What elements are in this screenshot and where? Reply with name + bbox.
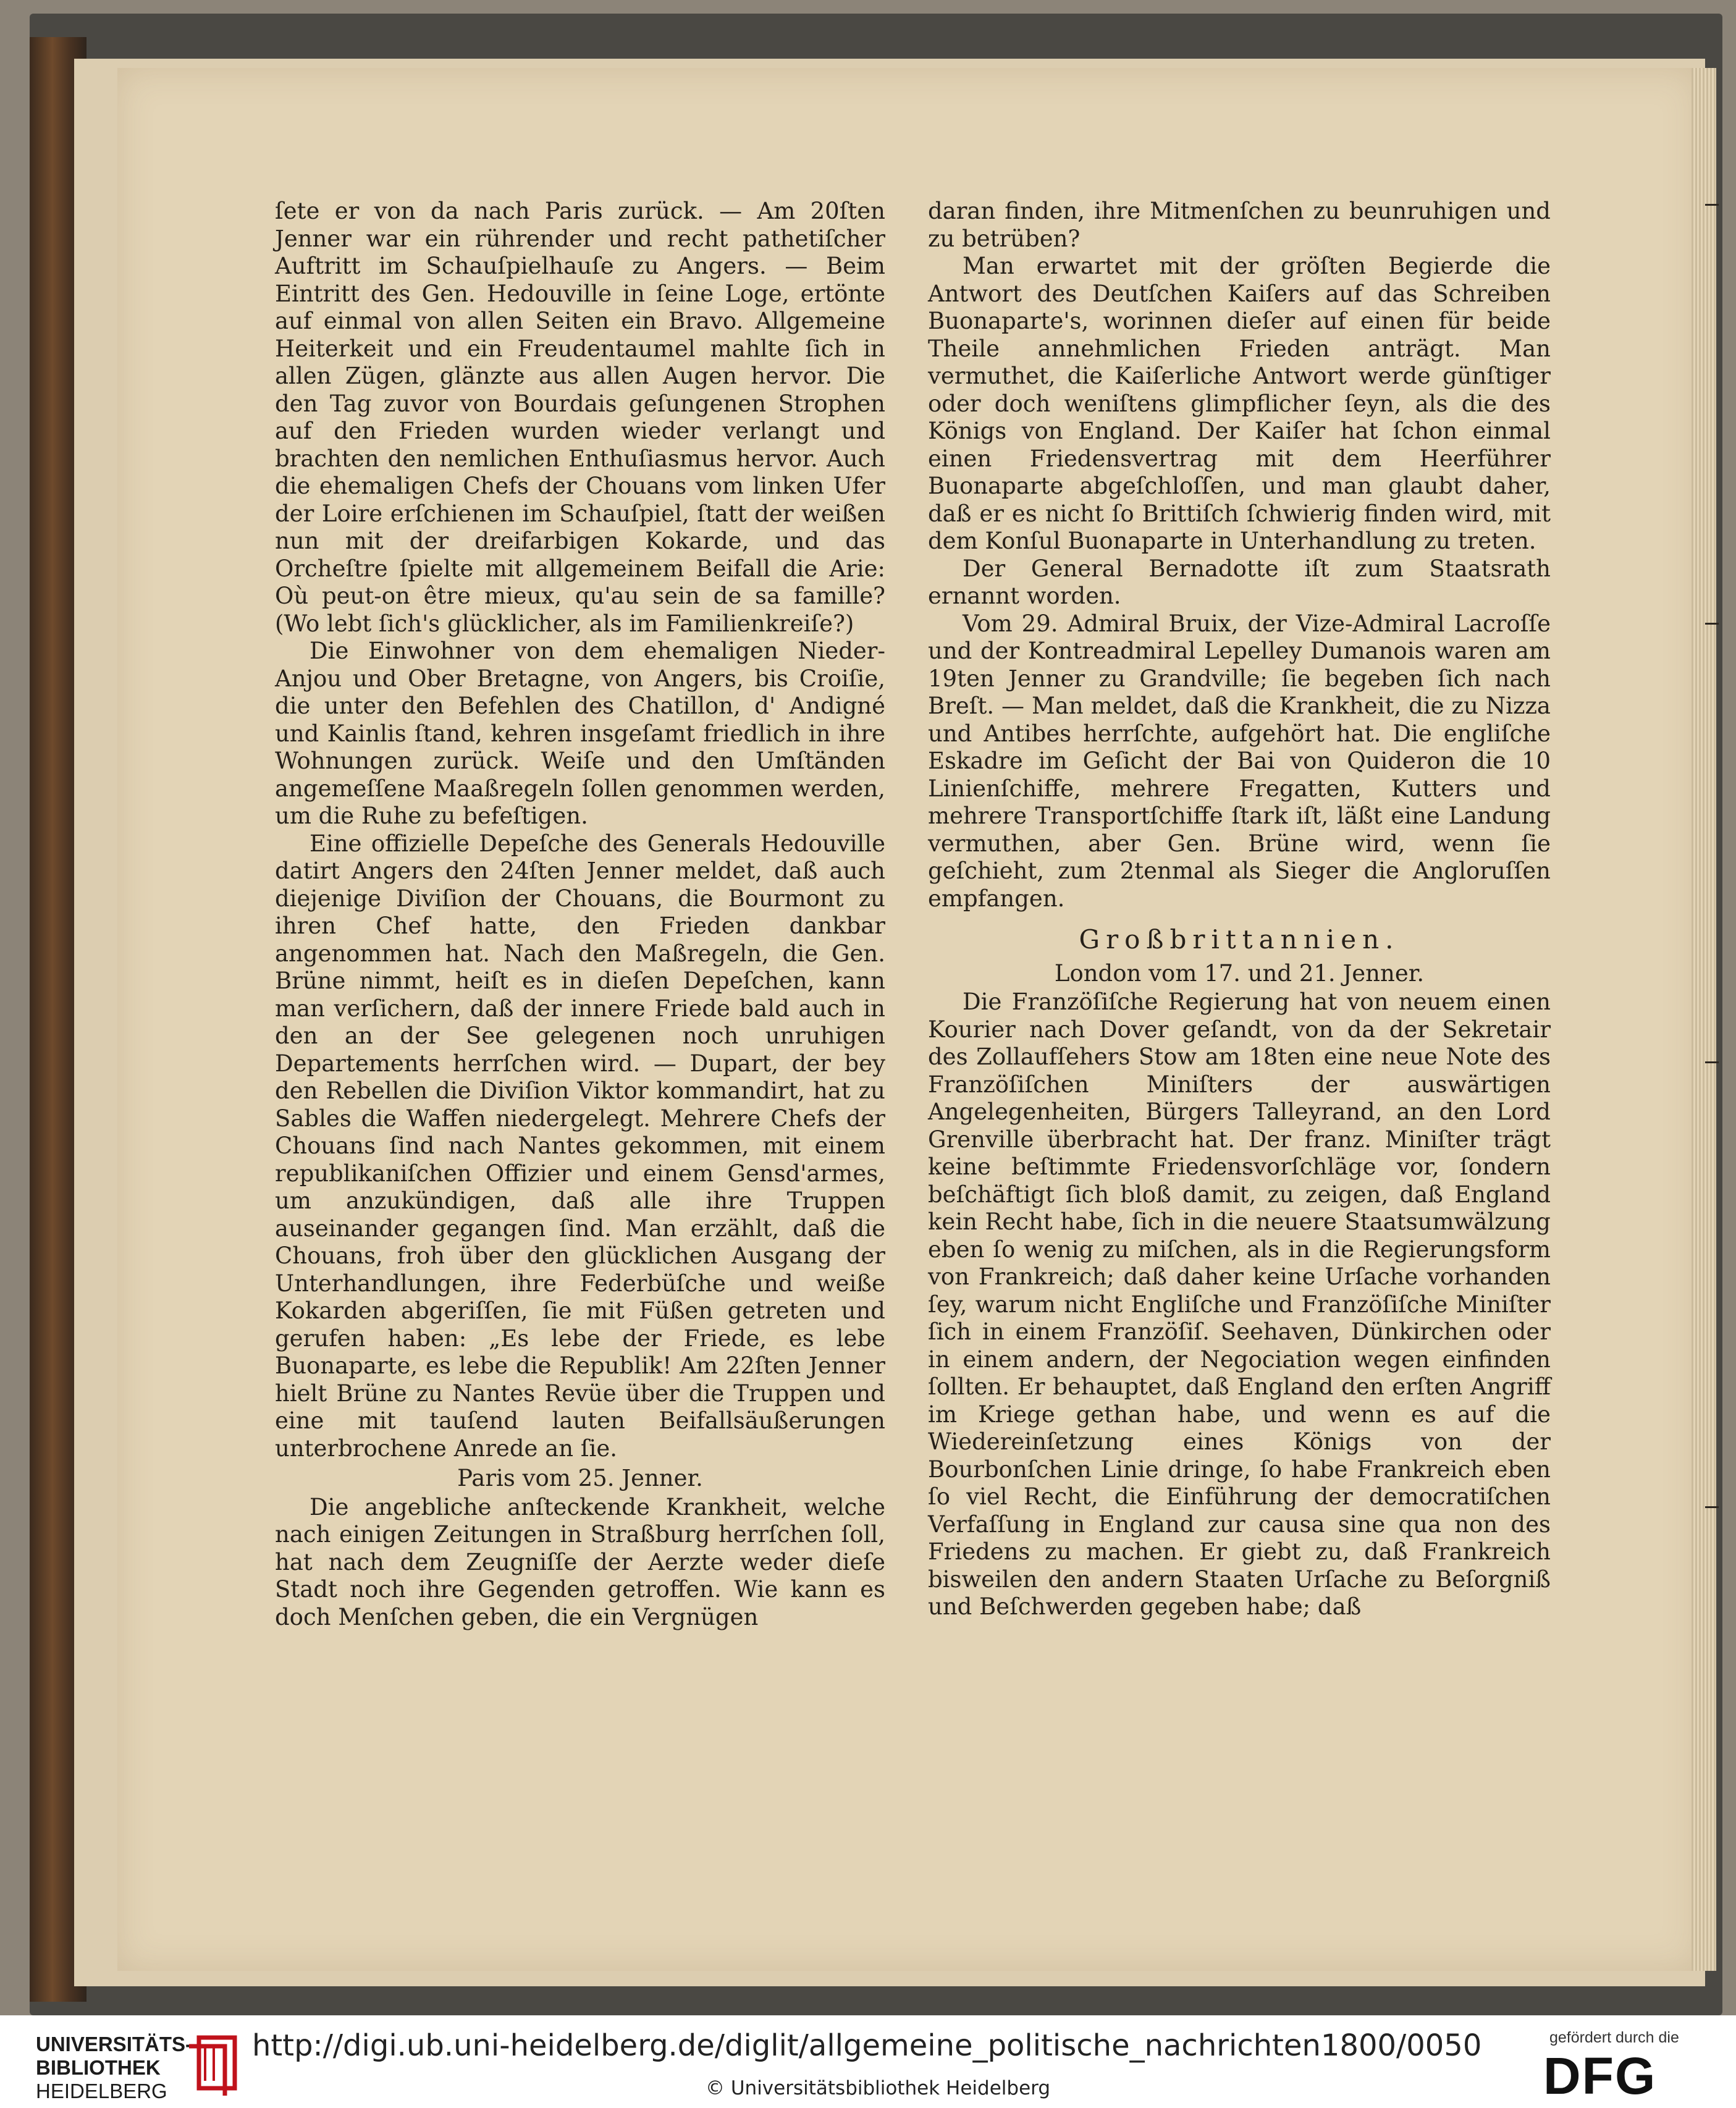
article-paragraph: Die Franzöſiſche Regierung hat von neuem einen Kourier nach Dover geſandt, von da der Sekretair des Zollaufſehers Stow am 18ten eine neue Note des Franzöſiſchen Miniſters der auswärtigen Angelegenheiten, Bürgers Talleyrand, an den Lord Grenville überbracht hat. Der franz. Miniſter trägt keine beſtimmte Friedensvorſchläge vor, ſondern beſchäftigt ſich bloß damit, zu zeigen, daß England kein Recht habe, ſich in die neuere Staatsumwälzung eben ſo wenig zu miſchen, als in die Regierungsform von Frankreich; daß daher keine Urſache vorhanden ſey, warum nicht Engliſche und Franzöſiſche Miniſter ſich in einem Franzöſiſ. Seehaven, Dünkirchen oder in einem andern, der Negociation wegen einfinden ſollten. Er behauptet, daß England den erſten Angriff im Kriege gethan habe, und wenn es auf die Wiedereinſetzung eines Königs von der Bourbonſchen Linie dringe, ſo habe Frankreich eben ſo viel Recht, die Einführung der democratiſchen Verfaſſung in England zur causa sine qua non des Friedens zu machen. Er giebt zu, daß Frankreich bisweilen den andern Staaten Urſache zu Beſorgniß und Beſchwerden gegeben habe; daß — [928, 989, 1551, 1620]
funder-caption: gefördert durch die — [1549, 2029, 1679, 2046]
article-paragraph: Man erwartet mit der gröſten Begierde die Antwort des Deutſchen Kaiſers auf das Schreiben Buonaparte's, worinnen dieſer auf einen für beide Theile annehmlichen Frieden anträgt. Man vermuthet, die Kaiſerliche Antwort werde günſtiger oder doch weniſtens glimpflicher ſeyn, als die des Königs von England. Der Kaiſer hat ſchon einmal einen Friedensvertrag mit dem Heerführer Buonaparte abgeſchloſſen, und man glaubt daher, daß er es nicht ſo Brittiſch ſchwierig finden wird, mit dem Konſul Buonaparte in Unterhandlung zu treten. — [928, 253, 1551, 554]
margin-tick — [1705, 1061, 1719, 1063]
article-paragraph: Vom 29. Admiral Bruix, der Vize-Admiral Lacroſſe und der Kontreadmiral Lepelley Dumanois waren am 19ten Jenner zu Grandville; ſie begeben ſich nach Breſt. — Man meldet, daß die Krankheit, die zu Nizza und Antibes herrſchte, aufgehört hat. Die engliſche Eskadre im Geſicht der Bai von Quideron die 10 Linienſchiffe, mehrere Fregatten, Kutters und mehrere Transportſchiffe ſtark iſt, läßt eine Landung vermuthen, aber Gen. Brüne wird, wenn ſie geſchieht, zum 2tenmal als Sieger die Angloruſſen empfangen. — [928, 610, 1551, 912]
margin-tick — [1705, 623, 1719, 625]
article-paragraph: Eine offizielle Depeſche des Generals Hedouville datirt Angers den 24ſten Jenner meldet, daß auch diejenige Diviſion der Chouans, die Bourmont zu ihren Chef hatte, den Frieden dankbar angenommen hat. Nach den Maßregeln, die Gen. Brüne nimmt, heiſt es in dieſen Depeſchen, kann man verſichern, daß der innere Friede bald auch in den an der See gelegenen noch unruhigen Departements herrſchen wird. — Dupart, der bey den Rebellen die Diviſion Viktor kommandirt, hat zu Sables die Waffen niedergelegt. Mehrere Chefs der Chouans ſind nach Nantes gekommen, mit einem republikaniſchen Offizier und einem Gensd'armes, um anzukündigen, daß alle ihre Truppen auseinander gegangen ſind. Man erzählt, daß die Chouans, froh über den glücklichen Ausgang der Unterhandlungen, ihre Federbüſche und weiße Kokarden abgeriſſen, ſie mit Füßen getreten und gerufen haben: „Es lebe der Friede, es lebe Buonaparte, es lebe die Republik! Am 22ſten Jenner hielt Brüne zu Nantes Revüe über die Truppen und eine mit tauſend lauten Beifallsäußerungen unterbrochene Anrede an ſie. — [275, 830, 885, 1462]
article-paragraph: Der General Bernadotte iſt zum Staatsrath ernannt worden. — [928, 555, 1551, 609]
article-paragraph: Die Einwohner von dem ehemaligen Nieder-Anjou und Ober Bretagne, von Angers, bis Croiſie, die unter den Befehlen des Chatillon, d' Andigné und Kainlis ſtand, kehren insgeſamt friedlich in ihre Wohnungen zurück. Weiſe und den Umſtänden angemeſſene Maaßregeln ſollen genommen werden, um die Ruhe zu befeſtigen. — [275, 638, 885, 829]
library-logo-text — [36, 2033, 192, 2103]
margin-tick — [1705, 204, 1719, 206]
dfg-logo: DFG — [1543, 2047, 1657, 2105]
library-logo-icon — [180, 2029, 240, 2097]
dateline: Paris vom 25. Jenner. — [457, 1465, 703, 1491]
section-heading: Großbrittannien. — [1079, 924, 1400, 955]
library-name-line2: BIBLIOTHEK — [36, 2056, 161, 2079]
article-paragraph: daran finden, ihre Mitmenſchen zu beunruhigen und zu betrüben? — [928, 198, 1551, 252]
article-paragraph: Die angebliche anſteckende Krankheit, welche nach einigen Zeitungen in Straßburg herrſchen ſoll, hat nach dem Zeugniſſe der Aerzte weder dieſe Stadt noch ihre Gegenden getroffen. Wie kann es doch Menſchen geben, die ein Vergnügen — [275, 1493, 885, 1630]
library-name-line3: HEIDELBERG — [36, 2080, 167, 2102]
margin-tick — [1705, 1506, 1719, 1508]
page-edge — [1692, 68, 1716, 1971]
left-text-column — [275, 198, 885, 1631]
permalink-url[interactable]: http://digi.ub.uni-heidelberg.de/diglit/allgemeine_politische_nachrichten1800/0050 — [252, 2028, 1482, 2063]
library-name-line1: UNIVERSITÄTS- — [36, 2033, 193, 2055]
right-text-column — [928, 198, 1551, 1621]
article-paragraph: ſete er von da nach Paris zurück. — Am 20ſten Jenner war ein rührender und recht pathetiſcher Auftritt im Schauſpielhauſe zu Angers. — Beim Eintritt des Gen. Hedouville in ſeine Loge, ertönte auf einmal von allen Seiten ein Bravo. Allgemeine Heiterkeit und ein Freudentaumel mahlte ſich in allen Zügen, glänzte aus allen Augen hervor. Die den Tag zuvor von Bourdais geſungenen Strophen auf den Frieden wurden wieder verlangt und brachten den nemlichen Enthuſiasmus hervor. Auch die ehemaligen Chefs der Chouans vom linken Ufer der Loire erſchienen im Schauſpiel, ſtatt der weißen nun mit der dreifarbigen Kokarde, und das Orcheſtre ſpielte mit allgemeinem Beifall die Arie: Où peut-on être mieux, qu'au sein de sa famille? (Wo lebt ſich's glücklicher, als im Familienkreiſe?) — [275, 198, 885, 637]
dateline: London vom 17. und 21. Jenner. — [1054, 959, 1425, 987]
copyright-notice: © Universitätsbibliothek Heidelberg — [706, 2077, 1051, 2099]
